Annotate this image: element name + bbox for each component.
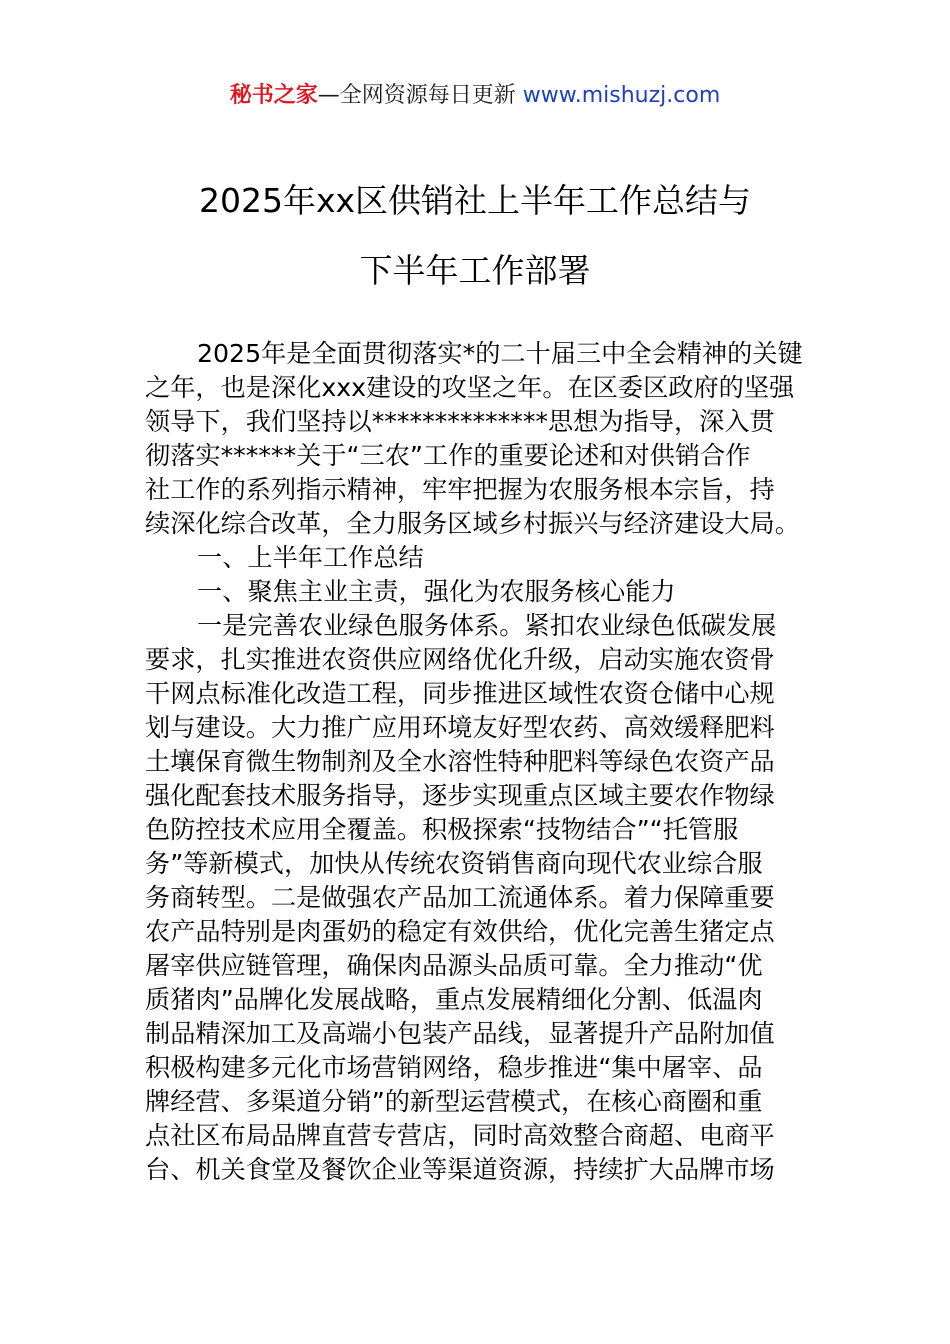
- body-line: 务”等新模式，加快从传统农资销售商向现代农业综合服: [145, 849, 763, 878]
- body-line: 干网点标准化改造工程，同步推进区域性农资仓储中心规: [145, 679, 775, 708]
- section-heading: 一、上半年工作总结: [197, 543, 424, 572]
- body-line: 一是完善农业绿色服务体系。紧扣农业绿色低碳发展: [197, 611, 777, 640]
- body-line: 色防控技术应用全覆盖。积极探索“技物结合”“托管服: [145, 815, 739, 844]
- body-line: 点社区布局品牌直营专营店，同时高效整合商超、电商平: [145, 1121, 775, 1150]
- site-header: [0, 78, 950, 114]
- body-line: 划与建设。大力推广应用环境友好型农药、高效缓释肥料: [145, 713, 775, 742]
- body-line: 积极构建多元化市场营销网络，稳步推进“集中屠宰、品: [145, 1053, 763, 1082]
- body-line: 要求，扎实推进农资供应网络优化升级，启动实施农资骨: [145, 645, 775, 674]
- site-url-link[interactable]: www.mishuzj.com: [522, 83, 721, 108]
- body-line: 之年，也是深化xxx建设的攻坚之年。在区委区政府的坚强: [145, 373, 795, 402]
- body-line: 土壤保育微生物制剂及全水溶性特种肥料等绿色农资产品: [145, 747, 775, 776]
- body-line: 务商转型。二是做强农产品加工流通体系。着力保障重要: [145, 883, 775, 912]
- body-line: 续深化综合改革，全力服务区域乡村振兴与经济建设大局。: [145, 509, 800, 538]
- body-line: 制品精深加工及高端小包装产品线，显著提升产品附加值: [145, 1019, 775, 1048]
- body-line: 领导下，我们坚持以**************思想为指导，深入贯: [145, 407, 775, 436]
- document-title-line-2: 下半年工作部署: [359, 251, 591, 290]
- body-line: 台、机关食堂及餐饮企业等渠道资源，持续扩大品牌市场: [145, 1155, 775, 1184]
- body-line: 社工作的系列指示精神，牢牢把握为农服务根本宗旨，持: [145, 475, 775, 504]
- subsection-heading: 一、聚焦主业主责，强化为农服务核心能力: [197, 577, 676, 606]
- header-tagline: —全网资源每日更新: [317, 83, 523, 108]
- document-body: [145, 337, 835, 1187]
- body-line: 农产品特别是肉蛋奶的稳定有效供给，优化完善生猪定点: [145, 917, 775, 946]
- document-title-line-1: 2025年xx区供销社上半年工作总结与: [198, 181, 752, 220]
- body-line: 屠宰供应链管理，确保肉品源头品质可靠。全力推动“优: [145, 951, 763, 980]
- body-line: 牌经营、多渠道分销”的新型运营模式，在核心商圈和重: [145, 1087, 763, 1116]
- body-line: 2025年是全面贯彻落实*的二十届三中全会精神的关键: [197, 339, 803, 368]
- body-line: 质猪肉”品牌化发展战略，重点发展精细化分割、低温肉: [145, 985, 763, 1014]
- body-line: 强化配套技术服务指导，逐步实现重点区域主要农作物绿: [145, 781, 775, 810]
- body-line: 彻落实******关于“三农”工作的重要论述和对供销合作: [145, 441, 751, 470]
- brand-name: 秘书之家: [229, 83, 318, 108]
